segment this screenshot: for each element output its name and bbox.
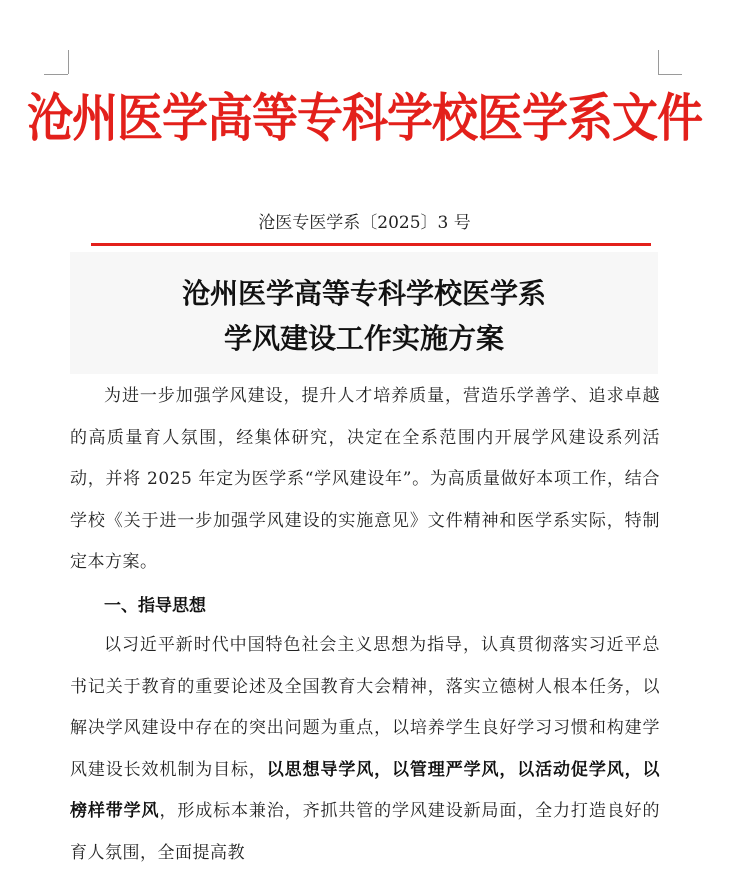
document-header-title: 沧州医学高等专科学校医学系文件 [27,88,702,149]
crop-mark-top-right-v [658,50,659,74]
crop-mark-top-left-h [44,74,68,75]
section1-text-b: ，形成标本兼治，齐抓共管的学风建设新局面，全力打造良好的育人氛围，全面提高教 [70,801,660,863]
document-title-line-1: 沧州医学高等专科学校医学系 [181,277,546,310]
document-title-line-2: 学风建设工作实施方案 [223,322,504,355]
intro-paragraph: 为进一步加强学风建设，提升人才培养质量，营造乐学善学、追求卓越的高质量育人氛围，经集体研究，决定在全系范围内开展学风建设系列活动，并将 2025 年定为医学系“学风建设年”。为高质量做好本项工作，结合学校《关于进一步加强学风建设的实施意见》文件精神和医学系实际，特制定本方案。 [70,386,660,572]
section-heading-guiding-ideology: 一、指导思想 [104,596,206,616]
crop-mark-top-left-v [68,50,69,74]
section1-bold-slogan: 以思想导学风，以管理严学风，以活动促学风，以榜样带学风 [70,759,660,821]
section1-paragraph [70,625,660,874]
document-number: 沧医专医学系〔2025〕3 号 [258,213,471,233]
crop-mark-top-right-h [658,74,682,75]
red-separator-line [91,243,651,246]
section1-text-a: 以习近平新时代中国特色社会主义思想为指导，认真贯彻落实习近平总书记关于教育的重要论述及全国教育大会精神，落实立德树人根本任务，以解决学风建设中存在的突出问题为重点，以培养学生良好学习习惯和构建学风建设长效机制为目标， [70,635,660,780]
